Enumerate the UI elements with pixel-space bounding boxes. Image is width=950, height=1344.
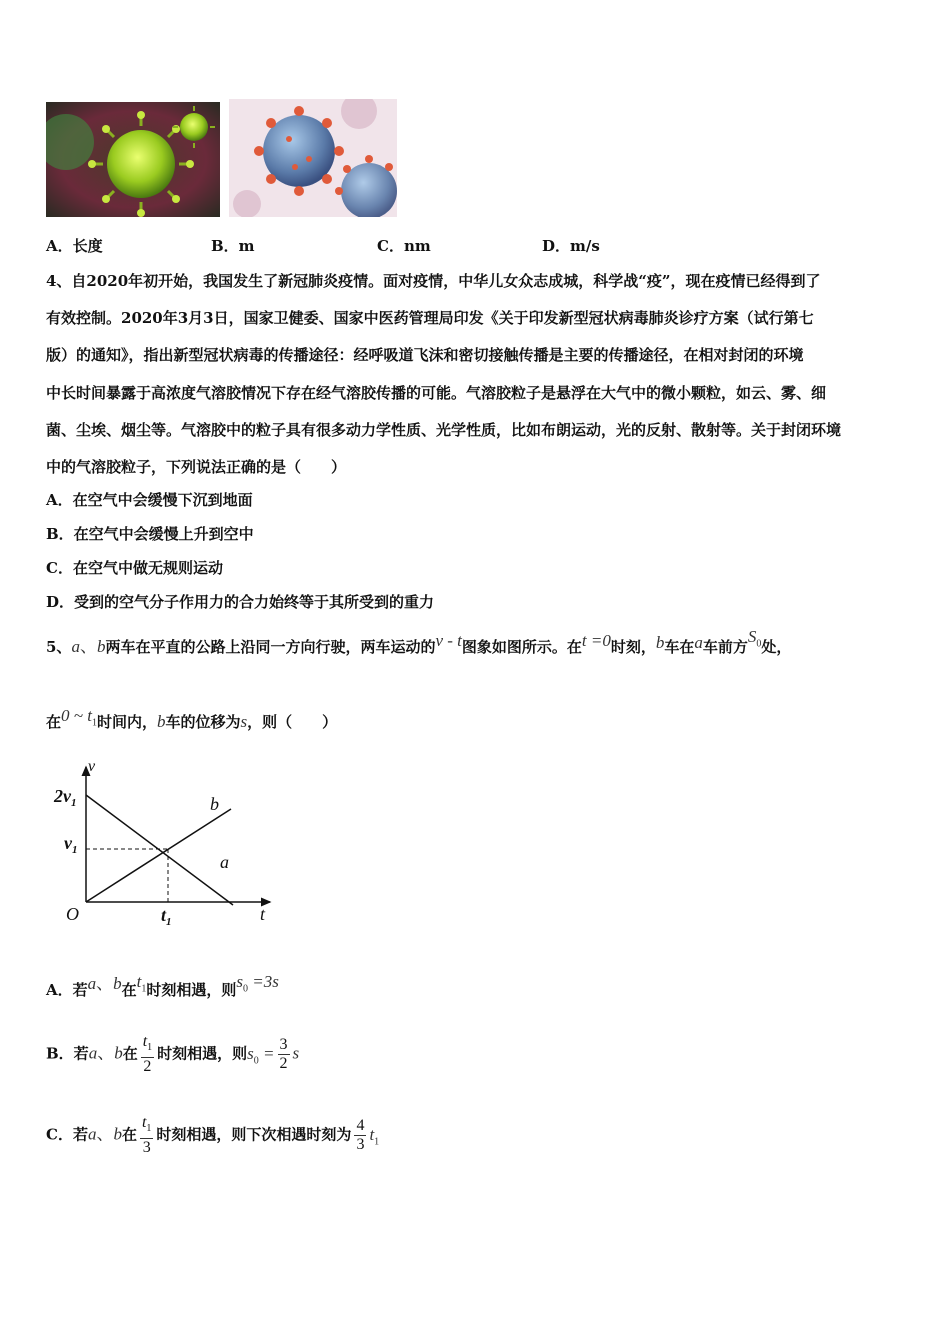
v1-label: $v_1$ [64, 833, 78, 856]
t1-label: $t_1$ [161, 905, 172, 928]
line-b-label: b [210, 794, 219, 814]
q4-text-line-1: 4、自2020年初开始，我国发生了新冠肺炎疫情。面对疫情，中华儿女众志成城，科学战“疫”，现在疫情已经得到了 [46, 272, 821, 290]
virus-image-blue [229, 99, 397, 217]
q4-option-a[interactable]: A．在空气中会缓慢下沉到地面 [46, 491, 253, 509]
q4-text-line-3: 版）的通知》，指出新型冠状病毒的传播途径：经呼吸道飞沫和密切接触传播是主要的传播途径，在相对封闭的环境 [46, 346, 804, 364]
v-axis-label: v [88, 758, 96, 775]
line-a-label: a [220, 852, 229, 872]
virus-illustration-blue [229, 99, 397, 217]
q5-stem-line-2: 在0 ~ $t_1$时间内，b车的位移为s，则（ ） [46, 706, 338, 731]
q4-option-d[interactable]: D．受到的空气分子作用力的合力始终等于其所受到的重力 [46, 593, 435, 611]
q5-option-b[interactable]: B．若a、b在 $\frac{t_1}{2}$ 时刻相遇，则$s_0$ = $\frac{3}{2}$ s [46, 1033, 300, 1076]
q5-option-c[interactable]: C．若a、b在 $\frac{t_1}{3}$ 时刻相遇，则下次相遇时刻为 $\frac{4}{3}$ $t_1$ [46, 1114, 380, 1157]
vt-graph [50, 755, 280, 935]
q4-text-line-6: 中的气溶胶粒子，下列说法正确的是（ ） [46, 458, 347, 476]
q3-option-d[interactable]: D．m/s [542, 237, 600, 255]
q5-option-a[interactable]: A．若a、b在$t_1$时刻相遇，则$s_0 =3s$ [46, 972, 279, 999]
virus-illustration-green [46, 102, 220, 217]
origin-label: O [66, 904, 79, 924]
q4-text-line-5: 菌、尘埃、烟尘等。气溶胶中的粒子具有很多动力学性质、光学性质，比如布朗运动，光的反射、散射等。关于封闭环境 [46, 421, 842, 439]
t-axis-label: t [260, 904, 266, 924]
q4-option-b[interactable]: B．在空气中会缓慢上升到空中 [46, 525, 254, 543]
q4-option-c[interactable]: C．在空气中做无规则运动 [46, 559, 223, 577]
q3-option-b[interactable]: B．m [211, 237, 255, 255]
q3-option-c[interactable]: C．nm [377, 237, 431, 255]
q5-stem-line-1: 5、a、b两车在平直的公路上沿同一方向行驶，两车运动的v - t图象如图所示。在t =0时刻，b车在a车前方$S_0$处， [46, 627, 792, 656]
q3-option-a[interactable]: A．长度 [46, 237, 103, 255]
q4-text-line-2: 有效控制。2020年3月3日，国家卫健委、国家中医药管理局印发《关于印发新型冠状病毒肺炎诊疗方案（试行第七 [46, 309, 814, 327]
2v1-label: $2v_1$ [54, 786, 77, 809]
q4-text-line-4: 中长时间暴露于高浓度气溶胶情况下存在经气溶胶传播的可能。气溶胶粒子是悬浮在大气中的微小颗粒，如云、雾、细 [46, 384, 827, 402]
virus-image-green [46, 102, 220, 217]
